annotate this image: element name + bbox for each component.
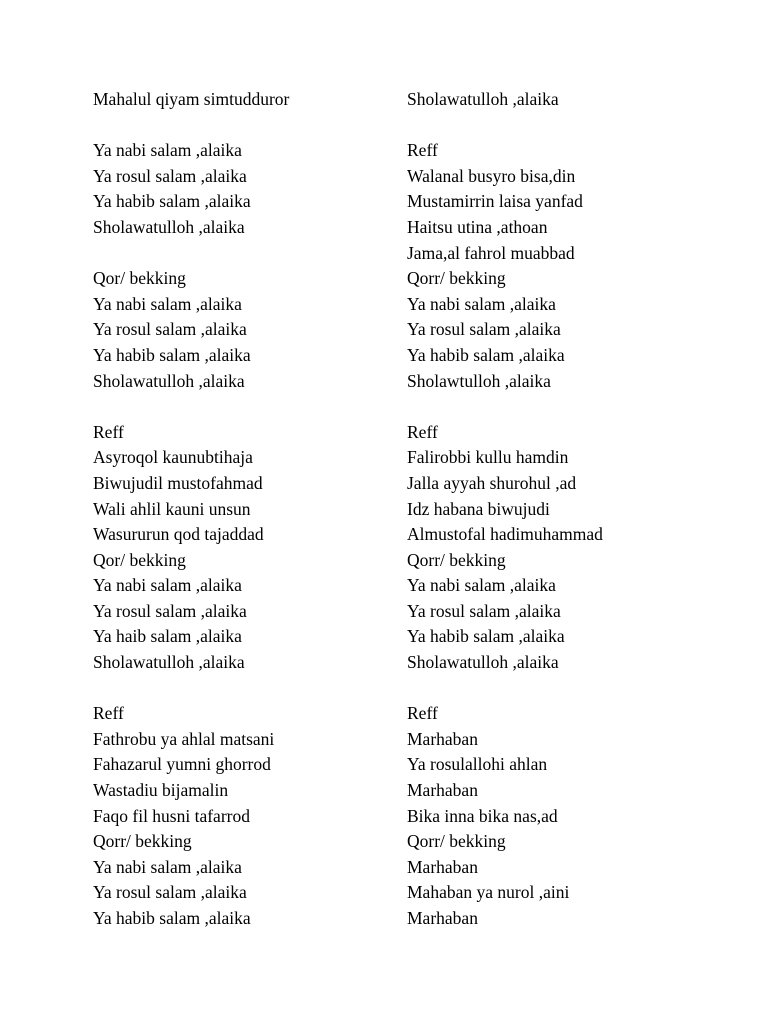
lyric-line: Ya habib salam ,alaika <box>93 908 251 928</box>
lyric-line: Qorr/ bekking <box>407 268 506 289</box>
blank-line <box>407 676 747 702</box>
lyric-line: Jama,al fahrol muabbad <box>407 242 575 263</box>
lyric-line: Sholawatulloh ,alaika <box>93 652 245 673</box>
lyric-line: Sholawatulloh ,alaika <box>93 216 245 237</box>
lyric-line: Ya habib salam ,alaika <box>407 626 565 647</box>
lyric-line: Sholawatulloh ,alaika <box>407 652 559 673</box>
lyric-line: Reff <box>407 140 438 161</box>
lyric-line: Ya nabi salam ,alaika <box>407 575 556 596</box>
blank-line <box>407 394 747 420</box>
right-lyrics-column <box>407 87 747 932</box>
lyric-line: Marhaban <box>407 780 478 801</box>
lyric-line: Ya nabi salam ,alaika <box>93 140 242 161</box>
lyric-line: Sholawatulloh ,alaika <box>93 370 245 391</box>
lyric-line: Marhaban <box>407 728 478 749</box>
lyric-line: Ya rosul salam ,alaika <box>93 600 247 621</box>
blank-line <box>93 113 393 139</box>
lyric-line: Ya nabi salam ,alaika <box>93 293 242 314</box>
lyric-line: Walanal busyro bisa,din <box>407 165 576 186</box>
left-lyrics-column <box>93 87 393 932</box>
lyric-line: Qor/ bekking <box>93 268 186 289</box>
lyric-line: Reff <box>407 703 438 724</box>
lyric-line: Asyroqol kaunubtihaja <box>93 447 253 468</box>
lyric-line: Ya rosul salam ,alaika <box>93 319 247 340</box>
lyric-line: Ya habib salam ,alaika <box>93 344 251 365</box>
lyric-line: Ya habib salam ,alaika <box>93 191 251 212</box>
lyric-line: Reff <box>93 421 124 442</box>
lyric-line: Mustamirrin laisa yanfad <box>407 191 583 212</box>
blank-line <box>407 113 747 139</box>
lyric-line: Reff <box>407 421 438 442</box>
lyric-line: Faqo fil husni tafarrod <box>93 805 250 826</box>
lyric-line: Almustofal hadimuhammad <box>407 524 603 545</box>
lyric-line: Qorr/ bekking <box>407 831 506 852</box>
lyric-line: Haitsu utina ,athoan <box>407 216 548 237</box>
lyric-line: Ya habib salam ,alaika <box>407 344 565 365</box>
lyric-line: Marhaban <box>407 856 478 877</box>
lyric-line: Bika inna bika nas,ad <box>407 805 558 826</box>
lyric-line: Ya nabi salam ,alaika <box>407 293 556 314</box>
lyric-line: Ya nabi salam ,alaika <box>93 856 242 877</box>
lyric-line: Sholawtulloh ,alaika <box>407 370 551 391</box>
lyric-line: Fahazarul yumni ghorrod <box>93 754 271 775</box>
blank-line <box>93 394 393 420</box>
lyric-line: Reff <box>93 703 124 724</box>
lyric-line: Sholawatulloh ,alaika <box>407 89 559 109</box>
lyric-line: Wali ahlil kauni unsun <box>93 498 251 519</box>
lyric-line: Wastadiu bijamalin <box>93 780 229 801</box>
lyric-line: Ya rosul salam ,alaika <box>93 882 247 903</box>
lyric-line: Qorr/ bekking <box>407 549 506 570</box>
lyric-line: Jalla ayyah shurohul ,ad <box>407 472 577 493</box>
lyric-line: Falirobbi kullu hamdin <box>407 447 569 468</box>
lyric-line: Ya rosul salam ,alaika <box>407 319 561 340</box>
lyric-line: Mahaban ya nurol ,aini <box>407 882 570 903</box>
blank-line <box>93 676 393 702</box>
lyric-line: Ya rosul salam ,alaika <box>407 600 561 621</box>
lyric-line: Fathrobu ya ahlal matsani <box>93 728 275 749</box>
lyric-line: Ya haib salam ,alaika <box>93 626 242 647</box>
lyric-line: Qorr/ bekking <box>93 831 192 852</box>
lyric-line: Ya nabi salam ,alaika <box>93 575 242 596</box>
lyric-line: Marhaban <box>407 908 478 928</box>
lyric-line: Qor/ bekking <box>93 549 186 570</box>
lyric-line: Biwujudil mustofahmad <box>93 472 263 493</box>
lyric-line: Mahalul qiyam simtudduror <box>93 89 290 109</box>
lyric-line: Ya rosulallohi ahlan <box>407 754 548 775</box>
blank-line <box>93 241 393 267</box>
lyric-line: Idz habana biwujudi <box>407 498 550 519</box>
lyric-line: Wasururun qod tajaddad <box>93 524 264 545</box>
lyric-line: Ya rosul salam ,alaika <box>93 165 247 186</box>
